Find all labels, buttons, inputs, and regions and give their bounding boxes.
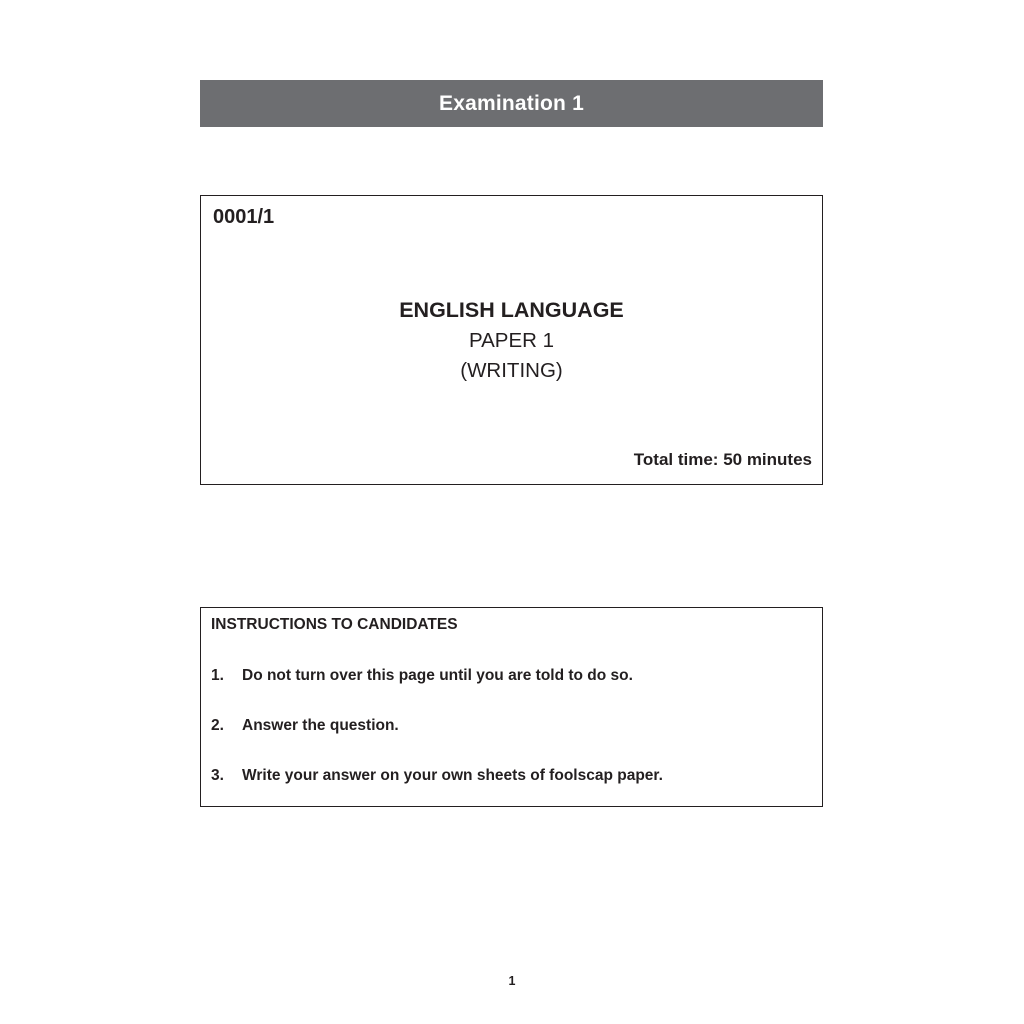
instruction-text: Answer the question. [242,717,399,734]
paper-number: PAPER 1 [468,329,555,352]
paper-title-block [201,295,822,386]
instructions-box [200,607,823,807]
paper-header-box [200,195,823,485]
paper-code: 0001/1 [213,206,275,228]
instruction-number: 3. [211,767,224,784]
instruction-number: 2. [211,717,224,734]
page-number: 1 [508,974,516,988]
instruction-number: 1. [211,667,224,684]
instructions-heading: INSTRUCTIONS TO CANDIDATES [211,616,458,633]
instruction-text: Do not turn over this page until you are told to do so. [242,667,633,684]
instruction-text: Write your answer on your own sheets of foolscap paper. [242,767,663,784]
total-time-label: Total time: 50 minutes [633,450,812,469]
instruction-item [211,767,812,785]
exam-banner [200,80,823,127]
instruction-item [211,667,812,685]
subject-title: ENGLISH LANGUAGE [399,298,624,322]
instruction-item [211,717,812,735]
exam-banner-title: Examination 1 [439,91,584,115]
paper-component: (WRITING) [460,359,563,382]
